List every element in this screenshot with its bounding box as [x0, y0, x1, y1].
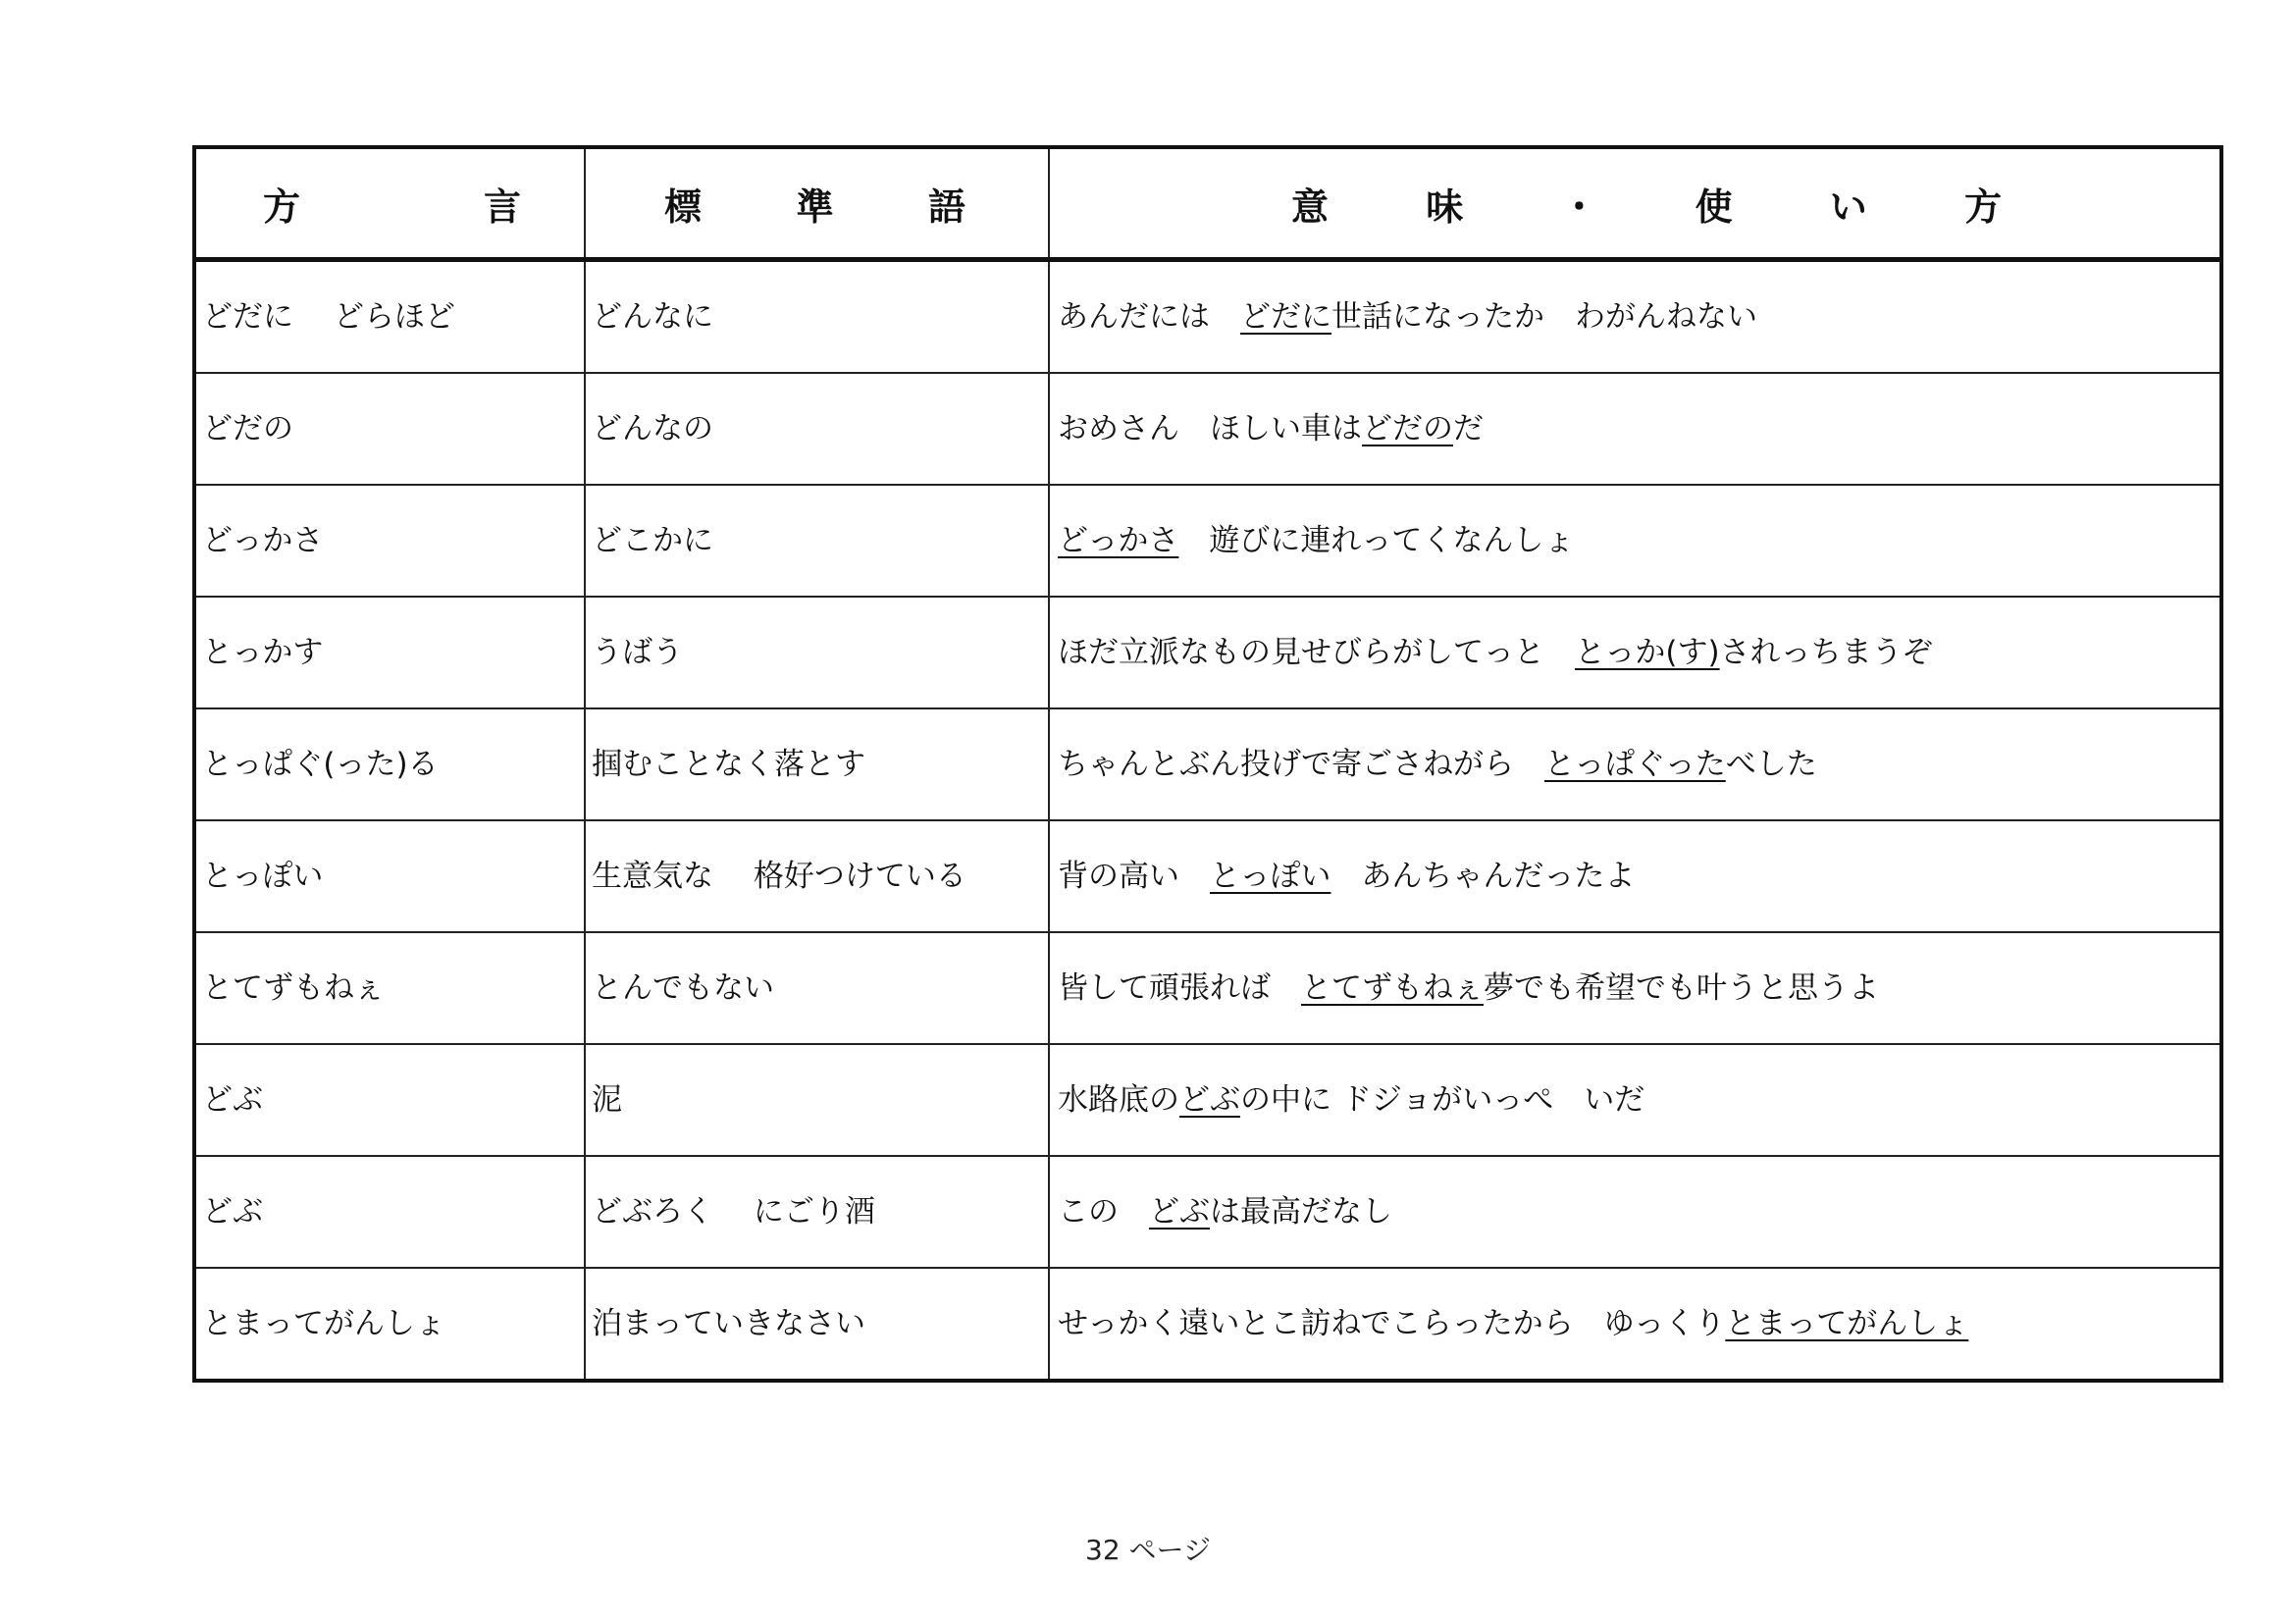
usage-text: あんだには: [1058, 298, 1240, 335]
usage-text: 背の高い: [1058, 858, 1210, 894]
header-char: 標: [664, 184, 703, 229]
usage-cell: [1049, 485, 2221, 597]
usage-cell: [1049, 820, 2221, 932]
usage-text: 夢でも希望でも叶うと思うよ: [1484, 969, 1879, 1006]
dialect-cell: とっぽい: [194, 820, 585, 932]
usage-text: せっかく遠いとこ訪ねでこらったから ゆっくり: [1058, 1305, 1726, 1341]
header-char: 意: [1291, 184, 1330, 229]
usage-cell: [1049, 1268, 2221, 1381]
usage-underlined-word: とっぽい: [1210, 858, 1331, 894]
usage-cell: [1049, 597, 2221, 708]
usage-underlined-word: どぶ: [1179, 1081, 1240, 1118]
dialect-table: [192, 145, 2223, 1383]
standard-cell: 泊まっていきなさい: [585, 1268, 1049, 1381]
usage-text: この: [1058, 1193, 1149, 1230]
header-char: 使: [1695, 184, 1733, 229]
dialect-cell: どっかさ: [194, 485, 585, 597]
table-row: [194, 597, 2221, 708]
usage-text: されっちまうぞ: [1719, 634, 1933, 670]
usage-text: だ: [1453, 410, 1484, 446]
table-row: [194, 485, 2221, 597]
header-standard: [585, 147, 1049, 260]
standard-cell: どぶろく にごり酒: [585, 1156, 1049, 1268]
header-char: 方: [1963, 184, 2002, 229]
dialect-cell: とまってがんしょ: [194, 1268, 585, 1381]
table-header-row: [194, 147, 2221, 260]
usage-underlined-word: とてずもねぇ: [1301, 969, 1484, 1006]
header-char: ・: [1560, 184, 1598, 229]
usage-text: 皆して頑張れば: [1058, 969, 1301, 1006]
standard-cell: 生意気な 格好つけている: [585, 820, 1049, 932]
header-char: 方: [263, 184, 301, 229]
header-char: 言: [483, 184, 521, 229]
usage-text: ほだ立派なもの見せびらがしてっと: [1058, 634, 1575, 670]
table-row: [194, 932, 2221, 1044]
usage-underlined-word: どっかさ: [1058, 522, 1179, 558]
usage-text: は最高だなし: [1210, 1193, 1392, 1230]
dialect-cell: とっかす: [194, 597, 585, 708]
table-row: [194, 1156, 2221, 1268]
header-meaning: [1049, 147, 2221, 260]
usage-text: 水路底の: [1058, 1081, 1179, 1118]
usage-underlined-word: どぶ: [1149, 1193, 1210, 1230]
table-row: [194, 820, 2221, 932]
usage-cell: [1049, 373, 2221, 485]
usage-text: おめさん ほしい車は: [1058, 410, 1362, 446]
header-char: 語: [927, 184, 965, 229]
usage-cell: [1049, 1156, 2221, 1268]
usage-text: あんちゃんだったよ: [1331, 858, 1636, 894]
dialect-cell: どぶ: [194, 1156, 585, 1268]
standard-cell: とんでもない: [585, 932, 1049, 1044]
dialect-cell: とっぱぐ(った)る: [194, 708, 585, 820]
usage-text: 遊びに連れってくなんしょ: [1178, 522, 1575, 558]
usage-underlined-word: とっか(す): [1575, 634, 1720, 670]
usage-cell: [1049, 708, 2221, 820]
header-char: 味: [1426, 184, 1464, 229]
usage-cell: [1049, 260, 2221, 374]
standard-cell: どんなに: [585, 260, 1049, 374]
header-dialect: [194, 147, 585, 260]
usage-cell: [1049, 932, 2221, 1044]
usage-text: ちゃんとぶん投げで寄ごさねがら: [1058, 746, 1544, 782]
usage-underlined-word: どだに: [1240, 298, 1331, 335]
standard-cell: 泥: [585, 1044, 1049, 1156]
table-row: [194, 708, 2221, 820]
standard-cell: どんなの: [585, 373, 1049, 485]
dialect-cell: どだに どらほど: [194, 260, 585, 374]
dialect-cell: どだの: [194, 373, 585, 485]
standard-cell: うばう: [585, 597, 1049, 708]
usage-text: の中に ドジョがいっぺ いだ: [1240, 1081, 1645, 1118]
table-row: [194, 1268, 2221, 1381]
table-row: [194, 1044, 2221, 1156]
usage-cell: [1049, 1044, 2221, 1156]
dialect-cell: どぶ: [194, 1044, 585, 1156]
header-char: 準: [796, 184, 834, 229]
standard-cell: 掴むことなく落とす: [585, 708, 1049, 820]
page-number: 32 ページ: [1085, 1534, 1211, 1566]
table-row: [194, 260, 2221, 374]
usage-underlined-word: どだの: [1362, 410, 1453, 446]
usage-text: 世話になったか わがんねない: [1331, 298, 1757, 335]
usage-underlined-word: とまってがんしょ: [1725, 1305, 1969, 1341]
dialect-cell: とてずもねぇ: [194, 932, 585, 1044]
usage-underlined-word: とっぱぐった: [1544, 746, 1726, 782]
header-char: い: [1829, 184, 1867, 229]
table-row: [194, 373, 2221, 485]
usage-text: べした: [1725, 746, 1817, 782]
standard-cell: どこかに: [585, 485, 1049, 597]
